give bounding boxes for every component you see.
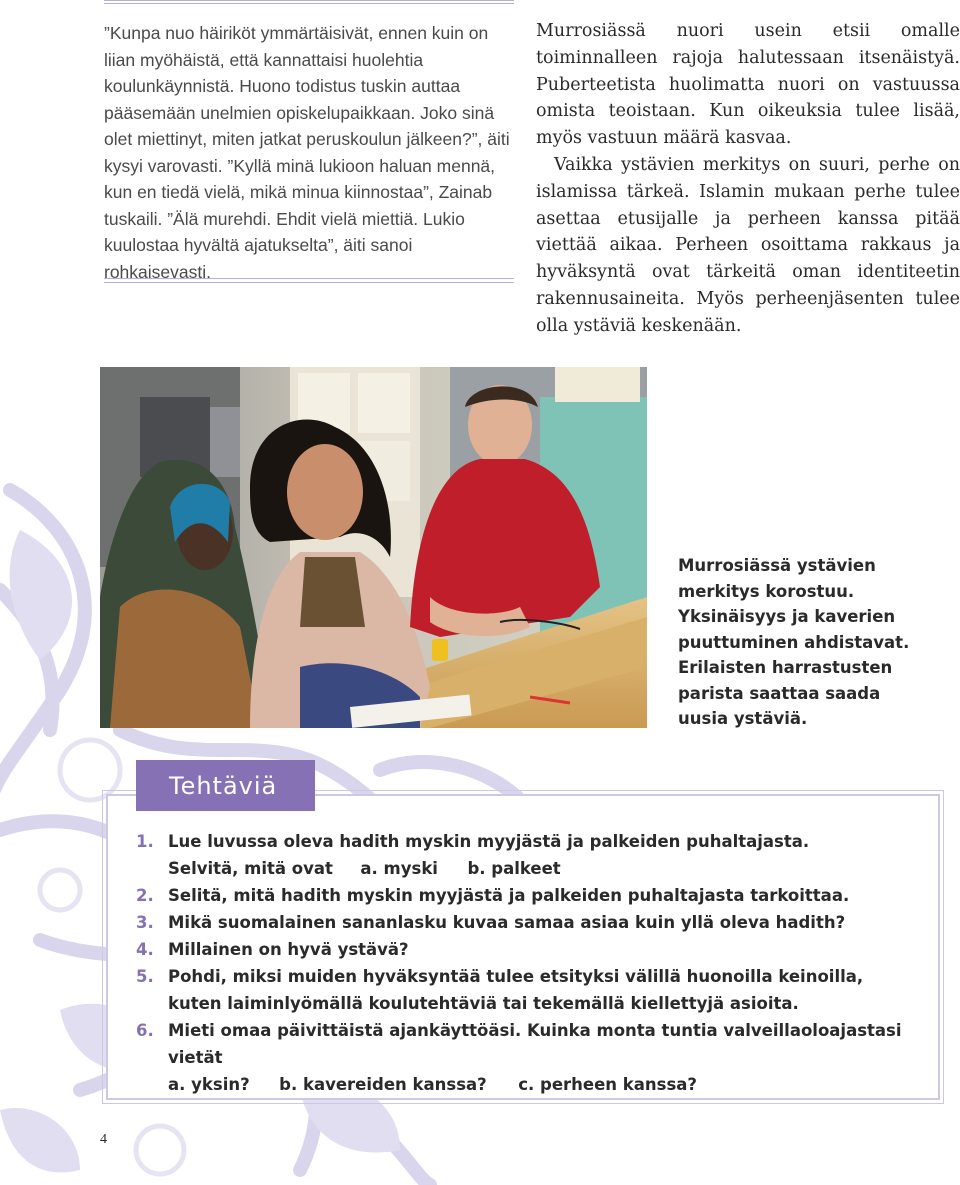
task-option-a: a. myski (360, 859, 438, 878)
task-number: 3. (136, 913, 154, 932)
task-text: Lue luvussa oleva hadith myskin myyjästä ja palkeiden puhaltajasta. (168, 832, 810, 851)
task-option-b: b. kavereiden kanssa? (279, 1075, 487, 1094)
students-photo (100, 367, 647, 728)
body-text-column (536, 18, 960, 340)
task-option-a: a. yksin? (168, 1075, 250, 1094)
task-item (136, 936, 926, 963)
task-text: Mieti omaa päivittäistä ajankäyttöäsi. Kuinka monta tuntia valveillaoloajastasi vietät (168, 1021, 902, 1067)
task-number: 4. (136, 940, 154, 959)
task-option-b: b. palkeet (467, 859, 561, 878)
task-text: Mikä suomalainen sananlasku kuvaa samaa asiaa kuin yllä oleva hadith? (168, 913, 846, 932)
quote-paragraph: ”Kunpa nuo häiriköt ymmärtäisivät, ennen kuin on liian myöhäistä, että kannattaisi huolehtia koulunkäynnistä. Huono todistus tuskin auttaa pääsemään unelmien opiskelupaikkaan. Joko sinä olet miettinyt, miten jatkat peruskoulun jälkeen?”, äiti kysyi varovasti. ”Kyllä minä lukioon haluan mennä, kun en tiedä vielä, mikä minua kiinnostaa”, Zainab tuskaili. ”Älä murehdi. Ehdit vielä miettiä. Lukio kuulostaa hyvältä ajatukselta”, äiti sanoi rohkaisevasti. (104, 23, 510, 282)
task-text: Selitä, mitä hadith myskin myyjästä ja palkeiden puhaltajasta tarkoittaa. (168, 886, 850, 905)
task-text: Millainen on hyvä ystävä? (168, 940, 409, 959)
page-number: 4 (100, 1132, 107, 1147)
body-paragraph-1: Murrosiässä nuori usein etsii omalle toiminnalleen rajoja halutessaan itsenäistyä. Puberteetista huolimatta nuori on vastuussa omista teoistaan. Kun oikeuksia tulee lisää, myös vastuun määrä kasvaa. (536, 21, 960, 149)
task-number: 1. (136, 832, 154, 851)
task-item (136, 1017, 926, 1098)
task-option-c: c. perheen kanssa? (518, 1075, 697, 1094)
task-item (136, 909, 926, 936)
photo-caption: Murrosiässä ystävien merkitys korostuu. Yksinäisyys ja kaverien puuttuminen ahdistavat. Erilaisten harrastusten parista saattaa saada uusia ystäviä. (678, 556, 910, 728)
tasks-title: Tehtäviä (136, 760, 315, 811)
task-item (136, 882, 926, 909)
top-rule (104, 0, 514, 4)
body-paragraph-2: Vaikka ystävien merkitys on suuri, perhe on islamissa tärkeä. Islamin mukaan perhe tulee asettaa etusijalle ja perheen kanssa pitää viettää aikaa. Perheen osoittama rakkaus ja hyväksyntä ovat tärkeitä oman identiteetin rakennusaineita. Myös perheenjäsenten tulee olla ystäviä keskenään. (536, 154, 960, 336)
task-item (136, 828, 926, 882)
task-text: Pohdi, miksi muiden hyväksyntää tulee etsityksi välillä huonoilla keinoilla, (168, 967, 864, 986)
task-number: 2. (136, 886, 154, 905)
task-text-continued: kuten laiminlyömällä koulutehtäviä tai tekemällä kiellettyjä asioita. (168, 994, 799, 1013)
tasks-list (136, 828, 926, 1098)
task-number: 5. (136, 967, 154, 986)
task-item (136, 963, 926, 1017)
quote-bottom-rule (104, 278, 514, 283)
task-text-lead: Selvitä, mitä ovat (168, 859, 333, 878)
task-number: 6. (136, 1021, 154, 1040)
